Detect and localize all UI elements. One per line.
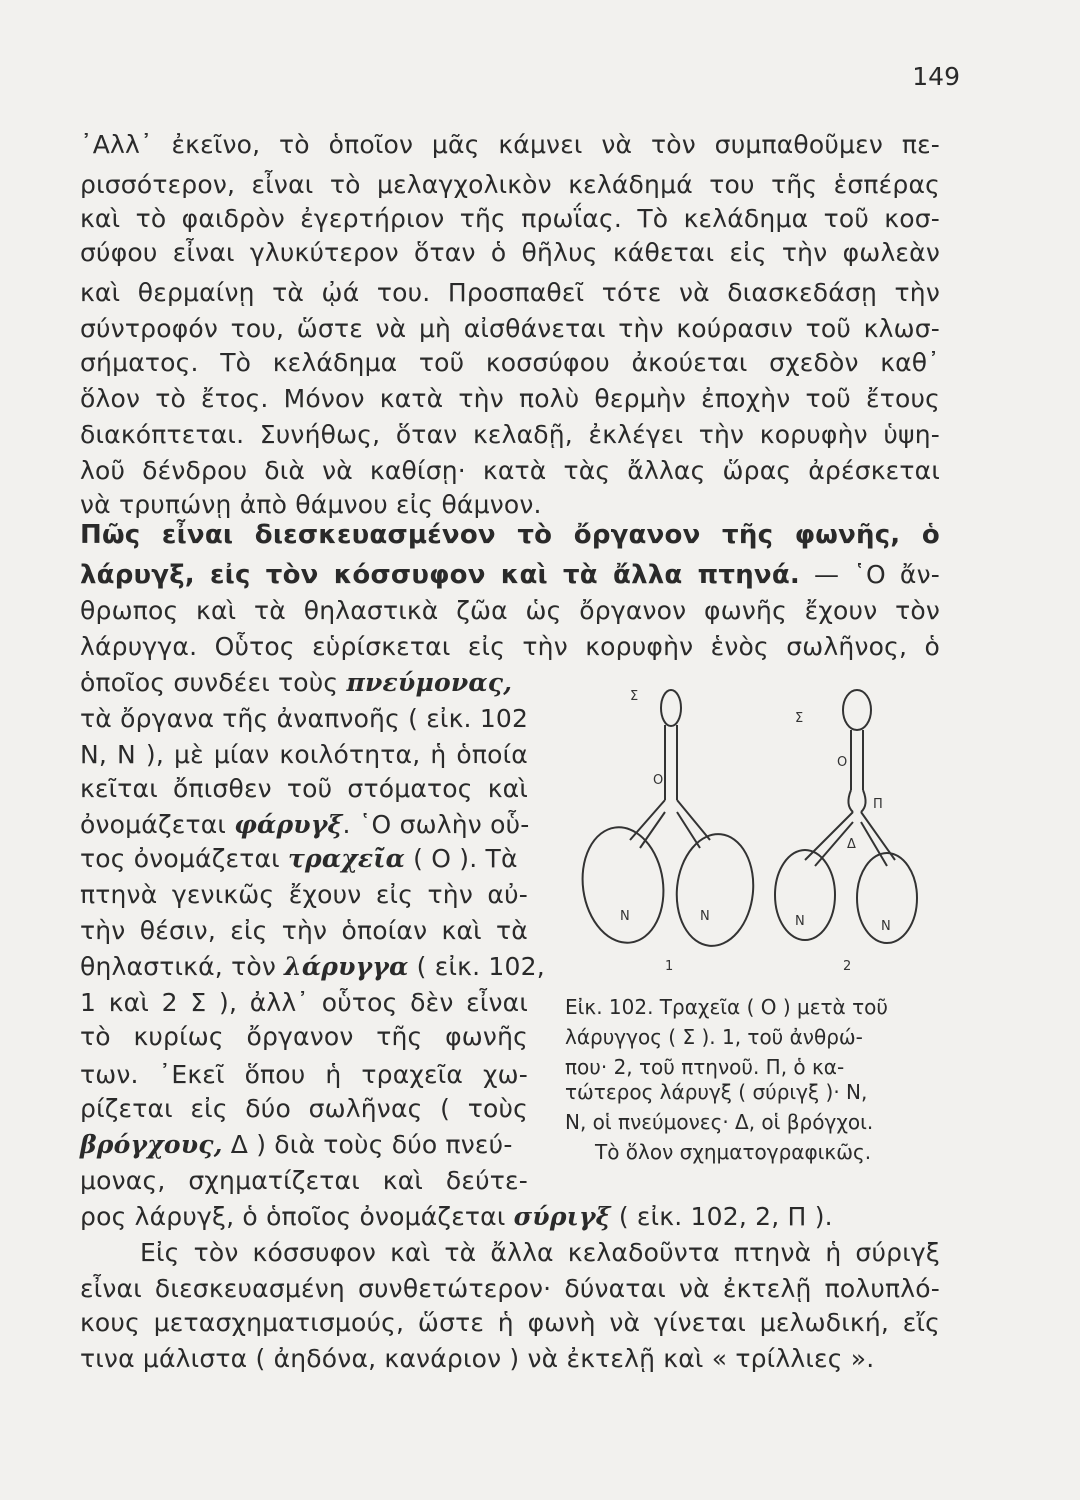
para2-line: των. ᾿Εκεῖ ὅπου ἡ τραχεῖα χω- <box>80 1060 528 1089</box>
section-heading-text: λάρυγξ, εἰς τὸν κόσσυφον καὶ τὰ ἄλλα πτηνά. <box>80 560 800 590</box>
para2-line: λάρυγγα. Οὗτος εὑρίσκεται εἰς τὴν κορυφὴν ἑνὸς σωλῆνος, ὁ <box>80 632 940 661</box>
para2-text: τος ὀνομάζεται <box>80 844 288 873</box>
para1-line: σήματος. Τὸ κελάδημα τοῦ κοσσύφου ἀκούεται σχεδὸν καθ᾿ <box>80 348 940 377</box>
para2-line: ρίζεται εἰς δύο σωλῆνας ( τοὺς <box>80 1094 528 1123</box>
para3-line: κους μετασχηματισμούς, ὥστε ἡ φωνὴ νὰ γίνεται μελωδική, εἴς <box>80 1308 940 1337</box>
para2-line: κεῖται ὄπισθεν τοῦ στόματος καὶ <box>80 774 528 803</box>
para2-text: ρος λάρυγξ, ὁ ὁποῖος ὀνομάζεται <box>80 1202 514 1231</box>
para2-line: τὰ ὄργανα τῆς ἀναπνοῆς ( εἰκ. 102 <box>80 704 529 733</box>
bird-larynx-shape <box>843 690 871 730</box>
label-omicron-1: Ο <box>653 773 664 788</box>
para2-line <box>80 670 512 695</box>
para1-line: ρισσότερον, εἶναι τὸ μελαγχολικὸν κελάδημά του τῆς ἑσπέρας <box>80 170 940 199</box>
label-fig-2: 2 <box>843 959 852 974</box>
label-nu-1b: Ν <box>700 909 710 924</box>
para2-text: ὁποῖος συνδέει τοὺς <box>80 668 347 697</box>
label-sigma-2: Σ <box>795 711 804 726</box>
para2-text: θηλαστικά, τὸν <box>80 952 285 981</box>
label-fig-1: 1 <box>665 959 674 974</box>
label-nu-1a: Ν <box>620 909 630 924</box>
human-larynx-shape <box>661 690 681 726</box>
bird-trachea-shape <box>851 730 863 790</box>
para2-line: τὸ κυρίως ὄργανον τῆς φωνῆς <box>80 1022 528 1051</box>
para3-line: τινα μάλιστα ( ἀηδόνα, κανάριον ) νὰ ἐκτελῇ καὶ « τρίλλιες ». <box>80 1344 875 1373</box>
para3-line: Εἰς τὸν κόσσυφον καὶ τὰ ἄλλα κελαδοῦντα πτηνὰ ἡ σύριγξ <box>140 1238 940 1267</box>
figure-caption: Ν, οἱ πνεύμονες· Δ, οἱ βρόγχοι. <box>565 1110 874 1134</box>
para2-text: ( εἰκ. 102, 2, Π ). <box>610 1202 833 1231</box>
para1-line: λοῦ δένδρου διὰ νὰ καθίσῃ· κατὰ τὰς ἄλλας ὥρας ἀρέσκεται <box>80 456 940 485</box>
para2-line: θρωπος καὶ τὰ θηλαστικὰ ζῶα ὡς ὄργανον φωνῆς ἔχουν τὸν <box>80 596 940 625</box>
para1-line: καὶ τὸ φαιδρὸν ἐγερτήριον τῆς πρωΐας. Τὸ κελάδημα τοῦ κοσ- <box>80 204 940 233</box>
human-right-lung <box>671 830 758 949</box>
section-heading-line2 <box>80 562 940 588</box>
label-nu-2a: Ν <box>795 914 805 929</box>
figure-caption: που· 2, τοῦ πτηνοῦ. Π, ὁ κα- <box>565 1055 845 1079</box>
para1-line: ὅλον τὸ ἔτος. Μόνον κατὰ τὴν πολὺ θερμὴν ἐποχὴν τοῦ ἔτους <box>80 384 940 413</box>
para2-line <box>80 846 518 871</box>
human-left-lung <box>575 822 670 948</box>
term-larynx: λάρυγγα <box>284 952 409 981</box>
human-trachea-shape <box>665 725 677 800</box>
para2-line <box>80 1132 513 1157</box>
term-trachea: τραχεῖα <box>287 844 406 873</box>
label-nu-2b: Ν <box>881 919 891 934</box>
para1-line: σύφου εἶναι γλυκύτερον ὅταν ὁ θῆλυς κάθεται εἰς τὴν φωλεὰν <box>80 238 940 267</box>
para3-line: εἶναι διεσκευασμένη συνθετώτερον· δύναται νὰ ἐκτελῇ πολυπλό- <box>80 1274 940 1303</box>
para1-line: νὰ τρυπώνῃ ἀπὸ θάμνου εἰς θάμνον. <box>80 490 542 519</box>
term-lungs: πνεύμονας, <box>346 668 513 697</box>
label-omicron-2: Ο <box>837 755 848 770</box>
para1-line: καὶ θερμαίνῃ τὰ ᾠά του. Προσπαθεῖ τότε νὰ διασκεδάσῃ τὴν <box>80 278 940 307</box>
para2-line: τὴν θέσιν, εἰς τὴν ὁποίαν καὶ τὰ <box>80 916 528 945</box>
label-pi: Π <box>873 797 883 812</box>
term-pharynx: φάρυγξ <box>234 810 343 839</box>
para2-line <box>80 812 529 837</box>
term-bronchi: βρόγχους, <box>80 1130 223 1159</box>
para2-line: πτηνὰ γενικῶς ἔχουν εἰς τὴν αὐ- <box>80 880 528 909</box>
bird-left-lung <box>775 850 835 940</box>
para2-line <box>80 954 545 979</box>
term-syrinx: σύριγξ <box>513 1202 611 1231</box>
para2-line: Ν, Ν ), μὲ μίαν κοιλότητα, ἡ ὁποία <box>80 740 528 769</box>
label-delta: Δ <box>847 837 856 852</box>
para1-line: διακόπτεται. Συνήθως, ὅταν κελαδῇ, ἐκλέγει τὴν κορυφὴν ὑψη- <box>80 420 940 449</box>
trachea-figure <box>575 680 965 980</box>
figure-caption: Εἰκ. 102. Τραχεῖα ( Ο ) μετὰ τοῦ <box>565 995 888 1019</box>
para2-line <box>80 1204 833 1229</box>
para1-line: σύντροφόν του, ὥστε νὰ μὴ αἰσθάνεται τὴν κούρασιν τοῦ κλωσ- <box>80 314 940 343</box>
para2-text: ( εἰκ. 102, <box>408 952 545 981</box>
heading-tail: — ῾Ο ἄν- <box>799 560 940 589</box>
para2-text: Δ ) διὰ τοὺς δύο πνεύ- <box>222 1130 513 1159</box>
bird-syrinx-shape <box>848 790 865 812</box>
para2-text: ( Ο ). Τὰ <box>405 844 518 873</box>
para1-line: ᾿Αλλ᾿ ἐκεῖνο, τὸ ὁποῖον μᾶς κάμνει νὰ τὸν συμπαθοῦμεν πε- <box>80 130 940 159</box>
figure-caption: τώτερος λάρυγξ ( σύριγξ )· Ν, <box>565 1080 868 1104</box>
figure-caption: λάρυγγος ( Σ ). 1, τοῦ ἀνθρώ- <box>565 1025 863 1049</box>
section-heading: Πῶς εἶναι διεσκευασμένον τὸ ὄργανον τῆς φωνῆς, ὁ <box>80 520 940 550</box>
figure-caption: Τὸ ὅλον σχηματογραφικῶς. <box>595 1140 872 1164</box>
label-sigma-1: Σ <box>630 689 639 704</box>
para2-line: 1 καὶ 2 Σ ), ἀλλ᾿ οὗτος δὲν εἶναι <box>80 988 528 1017</box>
para2-text: ὀνομάζεται <box>80 810 235 839</box>
para2-line: μονας, σχηματίζεται καὶ δεύτε- <box>80 1166 528 1195</box>
page-number: 149 <box>912 62 960 91</box>
para2-text: . ῾Ο σωλὴν οὗ- <box>342 810 530 839</box>
